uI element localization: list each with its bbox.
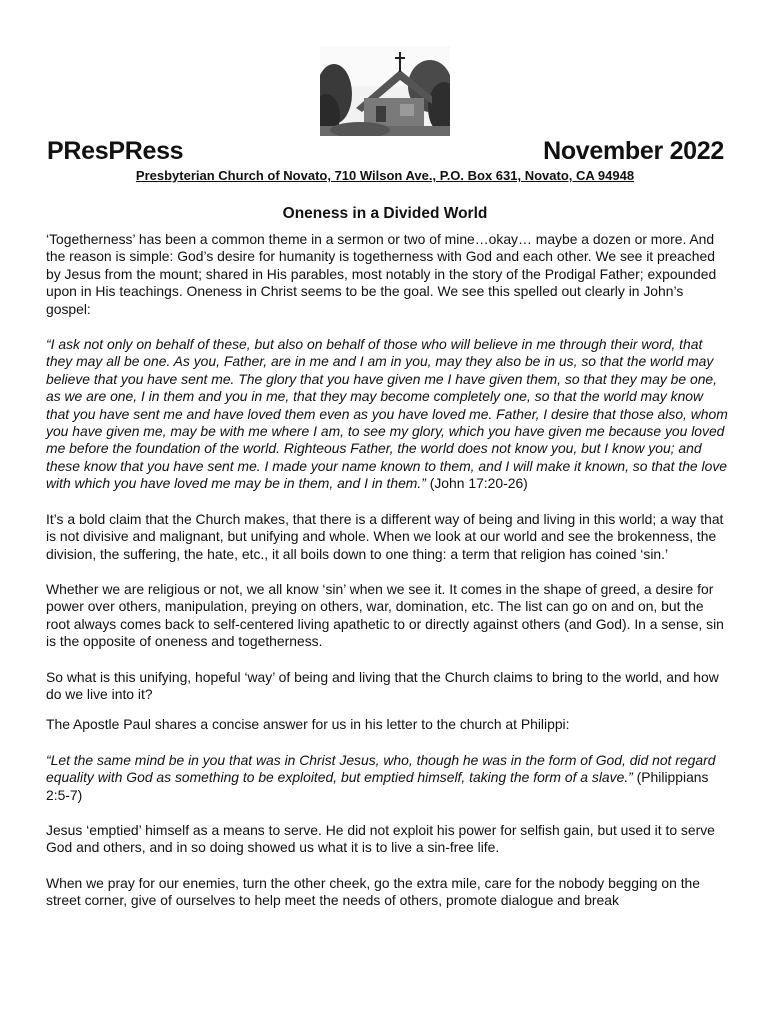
paragraph-1: ‘Togetherness’ has been a common theme in a sermon or two of mine…okay… maybe a dozen or more. And the reason is simple: God’s desire for humanity is togetherness with God and each other. We see it preached by Jesus from the mount; shared in His parables, most notably in the story of the Prodigal Father; expounded upon in His teachings. Oneness in Christ seems to be the goal. We see this spelled out clearly in John’s gospel: <box>46 231 717 317</box>
paragraph-3: Whether we are religious or not, we all know ‘sin’ when we see it. It comes in the shape of greed, a desire for power over others, manipulation, preying on others, war, domination, etc. The list can go on and on, but the root always comes back to self-centered living apathetic to or directly against others (and God). In a sense, sin is the opposite of oneness and togetherness. <box>46 580 724 650</box>
issue-date: November 2022 <box>543 137 724 165</box>
church-address: Presbyterian Church of Novato, 710 Wilson Ave., P.O. Box 631, Novato, CA 94948 <box>135 168 635 183</box>
quote-reference: (Philippians 2:5-7) <box>46 769 709 803</box>
quote-text: “Let the same mind be in you that was in Christ Jesus, who, though he was in the form of God, did not regard equality with God as something to be exploited, but emptied himself, taking the form of a slave.” <box>46 751 716 786</box>
scripture-quote-john <box>46 336 728 493</box>
paragraph-6: Jesus ‘emptied’ himself as a means to serve. He did not exploit his power for selfish gain, but used it to serve God and others, and in so doing showed us what it is to live a sin-free life. <box>46 821 715 856</box>
scripture-quote-philippians <box>46 752 728 804</box>
paragraph-5: The Apostle Paul shares a concise answer for us in his letter to the church at Philippi: <box>46 716 570 733</box>
publication-title: PResPRess <box>47 137 184 165</box>
article-body <box>46 231 728 928</box>
masthead <box>47 137 724 169</box>
quote-reference: (John 17:20-26) <box>425 475 528 492</box>
paragraph-2: It’s a bold claim that the Church makes, that there is a different way of being and living in this world; a way that is not divisive and malignant, but unifying and whole. When we look at our world and see the brokenness, the division, the suffering, the hate, etc., it all boils down to one thing: a term that religion has coined ‘sin.’ <box>46 510 724 562</box>
church-image <box>320 46 450 136</box>
paragraph-7: When we pray for our enemies, turn the other cheek, go the extra mile, care for the nobody begging on the street corner, give of ourselves to help meet the needs of others, promote dialogue and break <box>46 874 701 909</box>
article-title: Oneness in a Divided World <box>282 205 488 222</box>
quote-text: “I ask not only on behalf of these, but also on behalf of those who will believe in me through their word, that they may all be one. As you, Father, are in me and I am in you, may they also be in us, so that the world may believe that you have sent me. The glory that you have given me I have given them, so that they may be one, as we are one, I in them and you in me, that they may become completely one, so that the world may know that you have sent me and have loved them even as you have loved me. Father, I desire that those also, whom you have given me, may be with me where I am, to see my glory, which you have given me because you loved me before the foundation of the world. Righteous Father, the world does not know you, but I know you; and these know that you have sent me. I made your name known to them, and I will make it known, so that the love with which you have loved me may be in them, and I in them.” <box>46 336 728 492</box>
paragraph-4: So what is this unifying, hopeful ‘way’ of being and living that the Church claims to bring to the world, and how do we live into it? <box>46 668 719 702</box>
church-photo <box>320 46 450 136</box>
